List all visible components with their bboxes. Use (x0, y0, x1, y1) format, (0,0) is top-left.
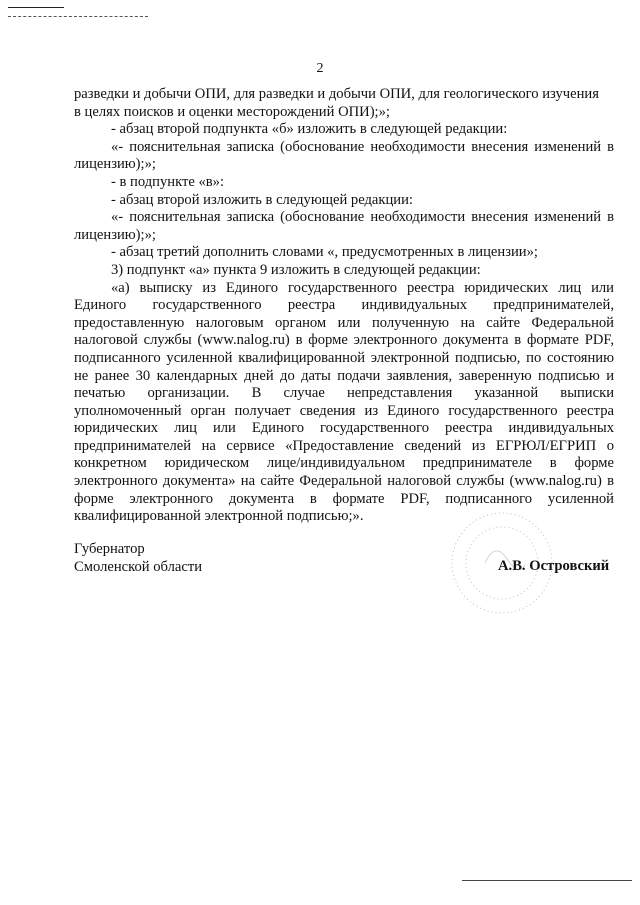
body-line: - абзац третий дополнить словами «, предусмотренных в лицензии»; (111, 244, 538, 261)
signatory-title-line1: Губернатор (74, 541, 145, 557)
body-line: разведки и добычи ОПИ, для разведки и добычи ОПИ, для геологического изучения (74, 86, 599, 102)
body-line: - абзац второй подпункта «б» изложить в следующей редакции: (111, 121, 508, 138)
body-line: - абзац второй изложить в следующей редакции: (111, 191, 413, 208)
page-number: 2 (316, 61, 324, 76)
document-body (74, 86, 614, 526)
body-line: 3) подпункт «а» пункта 9 изложить в следующей редакции: (111, 261, 481, 278)
signatory-title (74, 541, 202, 576)
signatory-name: А.В. Островский (498, 558, 610, 574)
paragraph-a: «а) выписку из Единого государственного реестра юридических лиц или Единого государственного реестра индивидуальных предпринимателей, предоставленную налоговым органом или полученную на сайте Федеральной налоговой службы (www.nalog.ru) в форме электронного документа в формате PDF, подписанного усиленной квалифицированной электронной подписью, по состоянию не ранее 30 календарных дней до даты подачи заявления, заверенную подписью и печатью организации. В случае непредставления указанной выписки уполномоченный орган получает сведения из Единого государственного реестра юридических лиц или Единого государственного реестра индивидуальных предпринимателей на сервисе «Предоставление сведений из ЕГРЮЛ/ЕГРИП о конкретном юридическом лице/индивидуальном предпринимателе в форме электронного документа» на сайте Федеральной налоговой службы (www.nalog.ru) в форме электронного документа в формате PDF, подписанного усиленной квалифицированной электронной подписью;». (74, 279, 614, 525)
header-rule (8, 7, 64, 8)
body-line: - в подпункте «в»: (111, 173, 225, 190)
body-line: лицензию);»; (74, 156, 156, 173)
body-line: в целях поисков и оценки месторождений ОПИ);»; (74, 103, 390, 120)
header-dashed-rule (8, 16, 148, 17)
body-line: «- пояснительная записка (обоснование необходимости внесения изменений в (111, 138, 614, 155)
signatory-title-line2: Смоленской области (74, 558, 203, 575)
footer-rule (462, 880, 632, 881)
body-line: лицензию);»; (74, 226, 156, 243)
body-line: «- пояснительная записка (обоснование необходимости внесения изменений в (111, 209, 614, 226)
